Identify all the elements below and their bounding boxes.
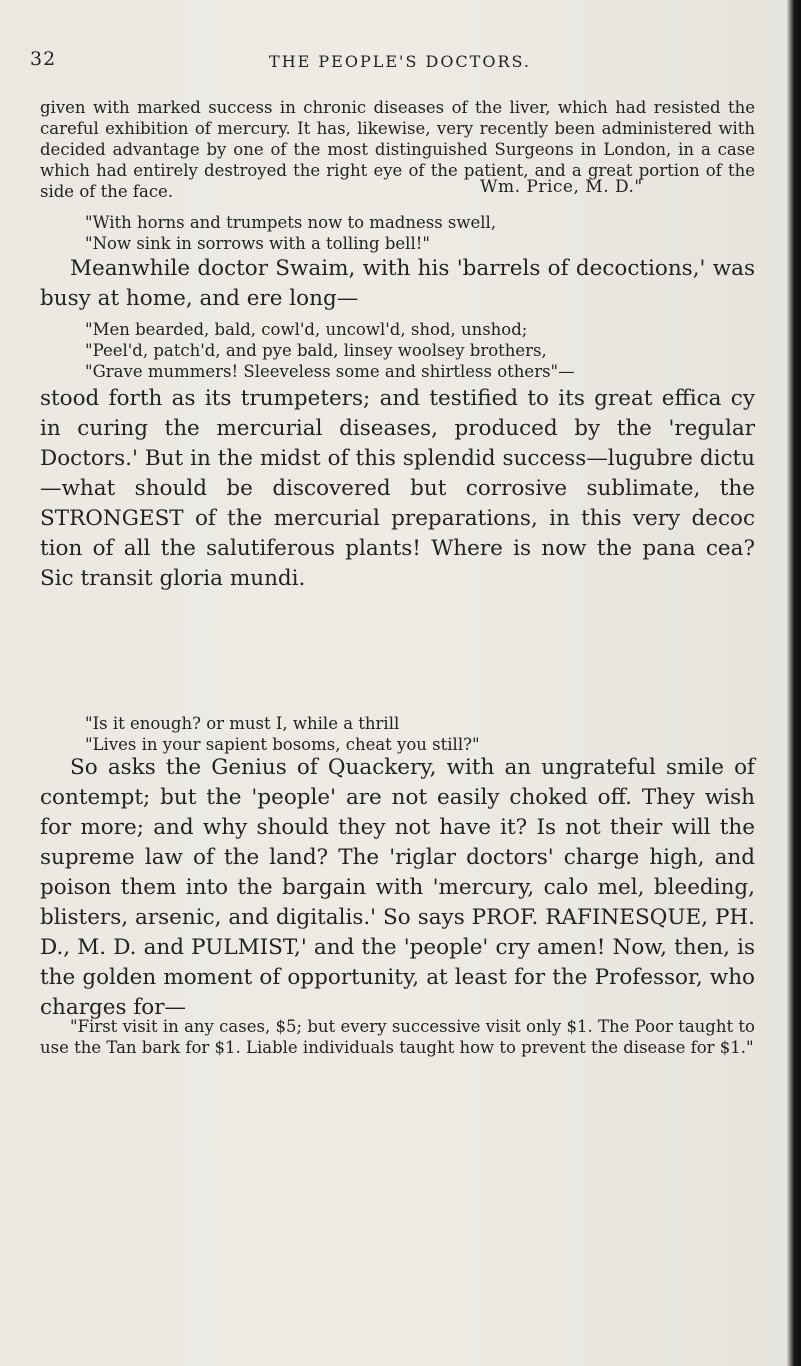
text-line: given with marked success in chronic diseases of the liver, which had: [40, 98, 654, 117]
verse-quotation: [85, 212, 496, 254]
verse-line: "Lives in your sapient bosoms, cheat you still?": [85, 735, 480, 754]
text-line: will the supreme law of the land? The 'riglar doctors' charge: [40, 815, 756, 870]
verse-line: "Grave mummers! Sleeveless some and shirtless others"—: [85, 362, 575, 381]
text-line: most distinguished Surgeons in London, in a case which had entirely: [40, 140, 755, 180]
text-line: cea? Sic transit gloria mundi.: [40, 536, 755, 591]
page-binding-edge: [787, 0, 801, 1366]
letter-close-paragraph: [40, 97, 755, 202]
body-paragraph: [40, 753, 755, 1023]
verse-line: "Now sink in sorrows with a tolling bell!": [85, 234, 430, 253]
text-line: destroyed the right eye of the patient, and a great portion of the: [204, 161, 755, 180]
text-line: So asks the Genius of Quackery, with an ungrateful smile: [70, 755, 735, 780]
text-line: cy in curing the mercurial diseases, produced by the 'regular: [40, 386, 755, 441]
text-line: wish for more; and why should they not have it? Is not their: [40, 785, 755, 840]
body-paragraph: [40, 254, 755, 314]
text-line: Meanwhile doctor Swaim, with his 'barrels of decoctions,': [70, 256, 713, 281]
verse-line: "With horns and trumpets now to madness swell,: [85, 213, 497, 232]
verse-line: "Peel'd, patch'd, and pye bald, linsey woolsey brothers,: [85, 341, 547, 360]
text-line: side of the face.: [40, 182, 174, 201]
price-quotation: [40, 1016, 755, 1058]
text-line: recently been administered with decided advantage by one of the: [40, 119, 755, 159]
text-line: taught how to prevent the disease for $1.": [399, 1038, 754, 1057]
text-line: cry amen! Now, then, is the golden moment of opportunity,: [40, 935, 755, 990]
text-line: tion of all the salutiferous plants! Where is now the pana: [40, 536, 696, 561]
running-head: THE PEOPLE'S DOCTORS.: [269, 52, 531, 71]
verse-line: "Is it enough? or must I, while a thrill: [85, 714, 400, 733]
page-number: 32: [30, 48, 57, 70]
text-line: was busy at home, and ere long—: [40, 256, 755, 311]
text-line: Doctors.' But in the midst of this splendid success—lugubre: [40, 446, 700, 471]
body-paragraph: [40, 384, 755, 594]
text-line: of contempt; but the 'people' are not easily choked off. They: [40, 755, 755, 810]
text-line: resisted the careful exhibition of mercury. It has, likewise, very: [40, 98, 755, 138]
page-header: [30, 48, 770, 78]
text-line: mel, bleeding, blisters, arsenic, and digitalis.' So says PROF.: [40, 875, 756, 930]
signature: Wm. Price, M. D.": [480, 177, 643, 197]
verse-quotation: [85, 319, 575, 382]
text-line: STRONGEST of the mercurial preparations, in this very decoc: [40, 506, 755, 531]
text-line: "First visit in any cases, $5; but every successive visit only $1.: [70, 1017, 599, 1036]
text-line: The Poor taught to use the Tan bark for $1. Liable individuals: [40, 1017, 755, 1057]
verse-quotation: [85, 713, 480, 755]
text-line: RAFINESQUE, PH. D., M. D. and PULMIST,' and the 'people': [40, 905, 755, 960]
text-line: stood forth as its trumpeters; and testified to its great effica: [40, 386, 722, 411]
text-line: at least for the Professor, who charges for—: [40, 965, 756, 1020]
text-line: high, and poison them into the bargain with 'mercury, calo: [40, 845, 755, 900]
text-line: dictu—what should be discovered but corrosive sublimate, the: [40, 446, 755, 501]
verse-line: "Men bearded, bald, cowl'd, uncowl'd, shod, unshod;: [85, 320, 528, 339]
